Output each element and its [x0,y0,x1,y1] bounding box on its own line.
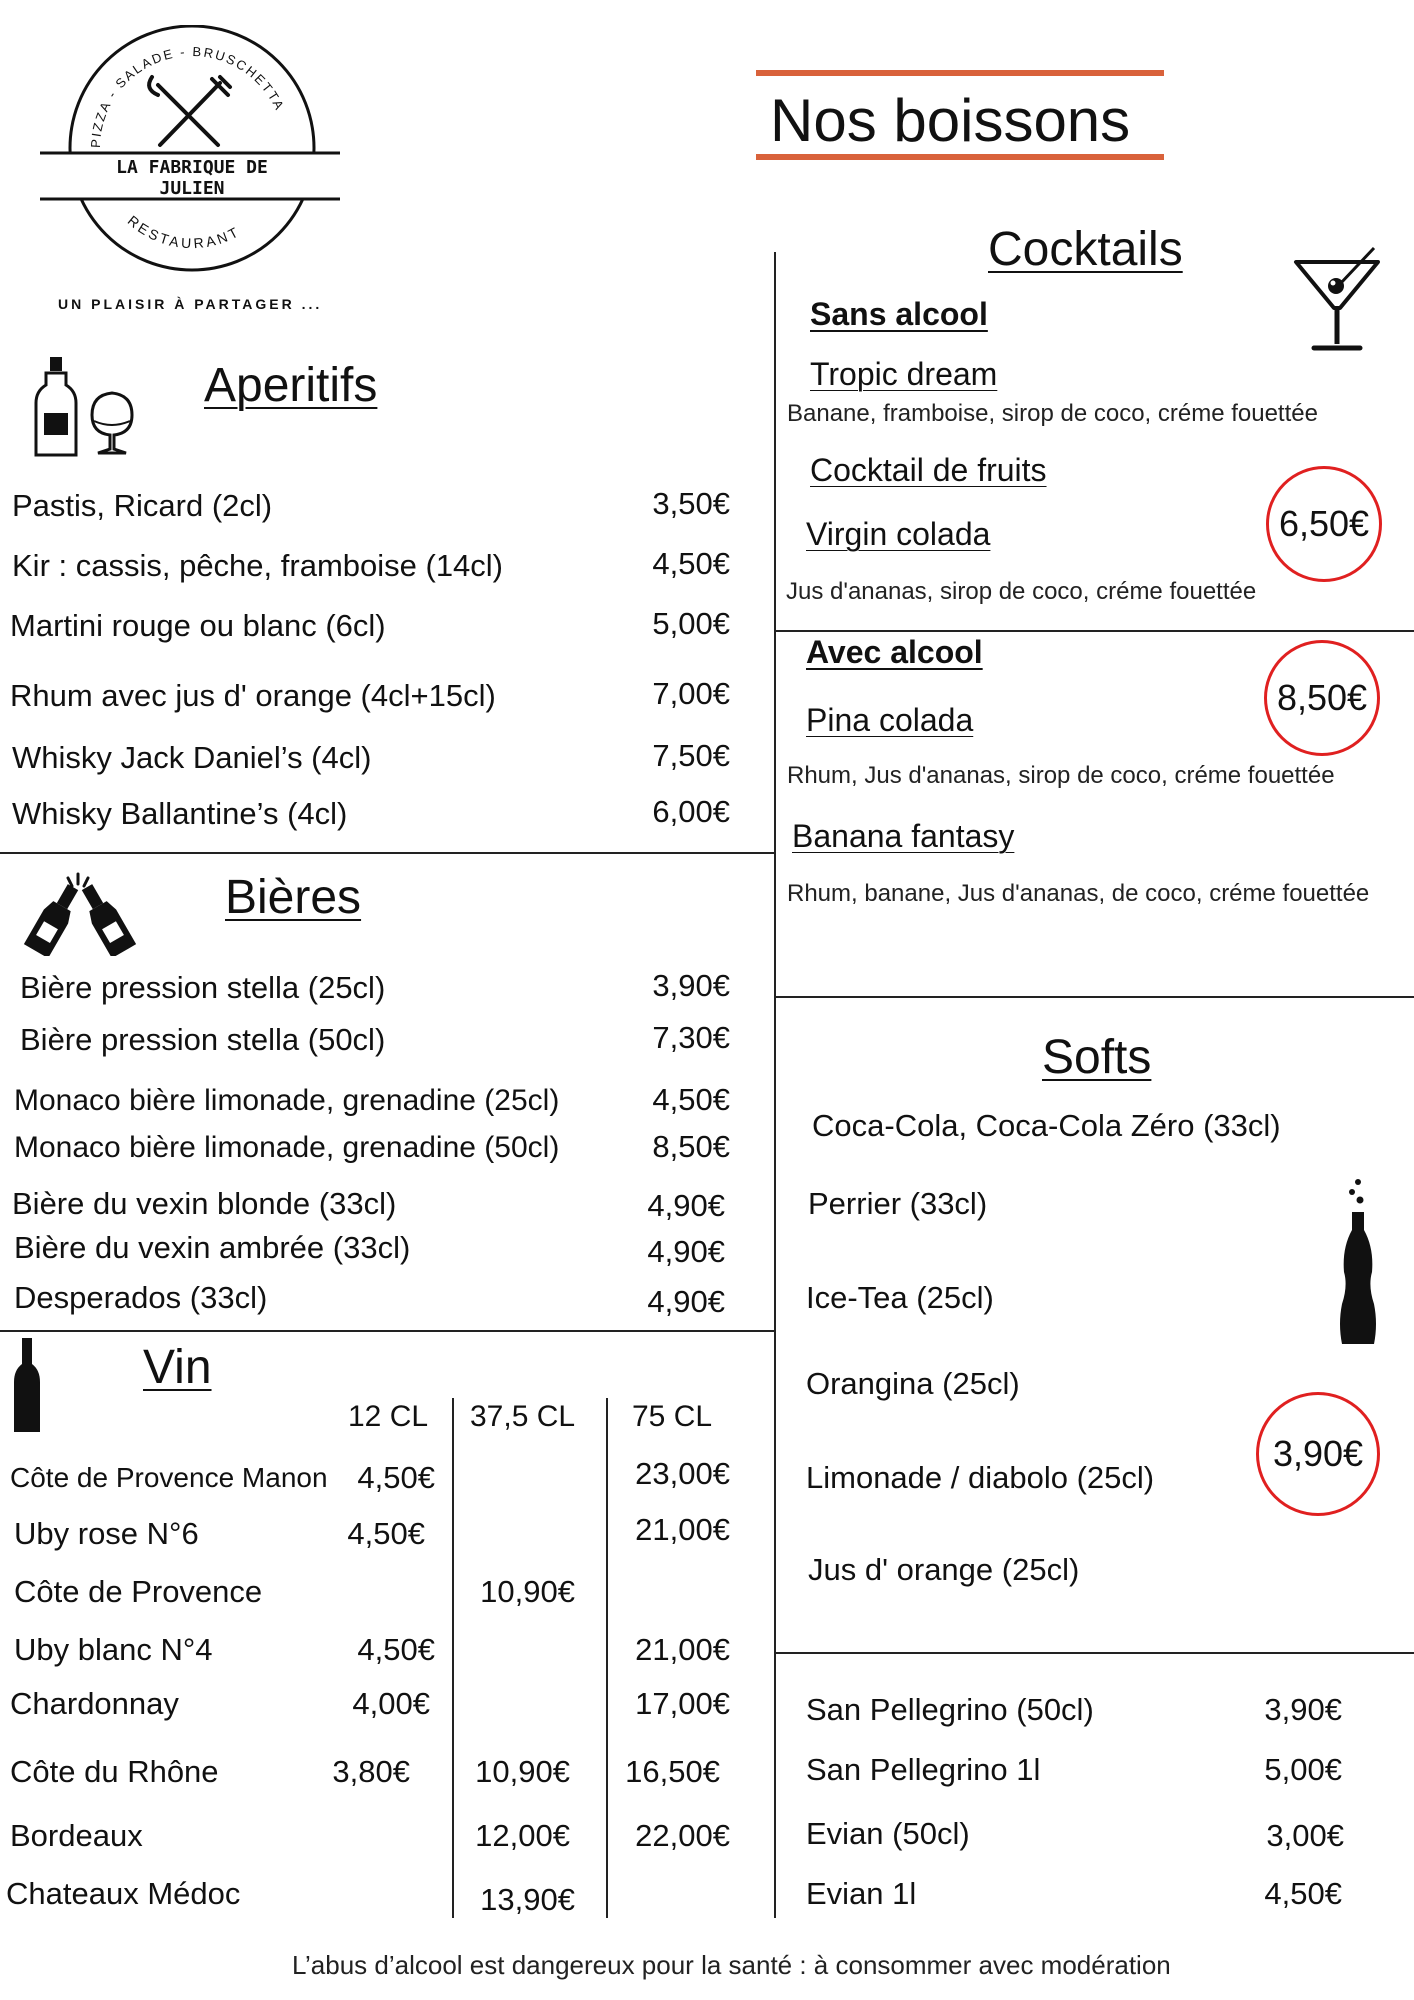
list-item: Perrier (33cl) [808,1186,988,1221]
price-12cl: 4,50€ [357,1460,435,1495]
logo-arc-text: PIZZA - SALADE - BRUSCHETTA [87,43,288,149]
title-bar-bottom [756,154,1164,160]
divider [775,630,1414,632]
table-row-name: Côte de Provence Manon [10,1462,328,1493]
price: 4,90€ [647,1284,725,1319]
divider [0,1330,775,1332]
price-37cl: 10,90€ [480,1574,575,1609]
price-75cl: 16,50€ [625,1754,720,1789]
list-item: Bière du vexin blonde (33cl) [12,1186,397,1221]
liquor-bottle-glass-icon [32,355,144,461]
price: 7,50€ [652,738,730,773]
list-item: Jus d' orange (25cl) [808,1552,1080,1587]
price: 3,00€ [1266,1818,1344,1853]
list-item: Martini rouge ou blanc (6cl) [10,608,386,643]
table-row-name: Chateaux Médoc [6,1876,241,1911]
price-75cl: 23,00€ [635,1456,730,1491]
price: 3,50€ [652,486,730,521]
cocktail-name: Virgin colada [806,516,991,552]
subsection-avec-alcool: Avec alcool [806,634,983,670]
wine-bottle-icon [12,1338,42,1434]
list-item: Whisky Ballantine’s (4cl) [12,796,348,831]
price-12cl: 4,50€ [357,1632,435,1667]
price: 5,00€ [1264,1752,1342,1787]
price: 3,90€ [652,968,730,1003]
cocktail-desc: Banane, framboise, sirop de coco, créme fouettée [787,400,1318,427]
price-75cl: 22,00€ [635,1818,730,1853]
soda-bottle-icon [1336,1178,1380,1348]
section-title-vin: Vin [143,1341,212,1394]
cocktail-name: Tropic dream [810,356,998,392]
divider [775,996,1414,998]
column-header-75cl: 75 CL [632,1400,713,1433]
price-37cl: 12,00€ [475,1818,570,1853]
column-divider [606,1398,608,1918]
logo-bottom-arc: RESTAURANT [124,212,244,252]
price: 4,90€ [647,1188,725,1223]
cocktail-name: Banana fantasy [792,818,1015,854]
column-header-12cl: 12 CL [348,1400,429,1433]
table-row-name: Côte de Provence [14,1574,263,1609]
table-row-name: Bordeaux [10,1818,143,1853]
divider [775,1652,1414,1654]
list-item: Bière pression stella (50cl) [20,1022,386,1057]
price: 3,90€ [1264,1692,1342,1727]
price-circle-sans-alcool: 6,50€ [1266,466,1382,582]
logo-emblem [40,25,350,290]
section-title-aperitifs: Aperitifs [204,359,378,412]
list-item: Bière pression stella (25cl) [20,970,386,1005]
fork-knife-icon [149,77,230,145]
price-75cl: 21,00€ [635,1512,730,1547]
price-12cl: 3,80€ [332,1754,410,1789]
cocktail-glass-icon [1292,244,1382,354]
list-item: Bière du vexin ambrée (33cl) [14,1230,411,1265]
cocktail-name: Cocktail de fruits [810,452,1047,488]
section-title-cocktails: Cocktails [988,223,1183,276]
logo-name-line1: LA FABRIQUE DE [116,157,268,178]
list-item: Limonade / diabolo (25cl) [806,1460,1155,1495]
cocktail-desc: Jus d'ananas, sirop de coco, créme fouettée [786,578,1257,605]
price-circle-softs: 3,90€ [1256,1392,1380,1516]
price: 4,50€ [652,546,730,581]
price-12cl: 4,00€ [352,1686,430,1721]
logo-name-line2: JULIEN [159,178,225,199]
list-item: Evian 1l [806,1876,917,1911]
page-title: Nos boissons [770,87,1131,154]
title-bar-top [756,70,1164,76]
list-item: San Pellegrino 1l [806,1752,1041,1787]
cocktail-name: Pina colada [806,702,974,738]
beer-bottles-icon [22,870,138,956]
subsection-sans-alcool: Sans alcool [810,296,988,332]
price-37cl: 13,90€ [480,1882,575,1917]
price: 5,00€ [652,606,730,641]
list-item: Orangina (25cl) [806,1366,1020,1401]
list-item: Monaco bière limonade, grenadine (25cl) [14,1084,560,1117]
price: 4,50€ [1264,1876,1342,1911]
list-item: Kir : cassis, pêche, framboise (14cl) [12,548,504,583]
price-37cl: 10,90€ [475,1754,570,1789]
divider [0,852,775,854]
cocktail-desc: Rhum, Jus d'ananas, sirop de coco, créme fouettée [787,762,1335,789]
footer-warning: L’abus d’alcool est dangereux pour la santé : à consommer avec modération [292,1950,1171,1980]
column-divider [452,1398,454,1918]
cocktail-desc: Rhum, banane, Jus d'ananas, de coco, créme fouettée [787,880,1370,907]
logo-tagline: UN PLAISIR À PARTAGER ... [58,296,323,312]
list-item: Rhum avec jus d' orange (4cl+15cl) [10,678,496,713]
price: 4,50€ [652,1082,730,1117]
table-row-name: Uby rose N°6 [14,1516,199,1551]
list-item: Whisky Jack Daniel’s (4cl) [12,740,372,775]
price-75cl: 17,00€ [635,1686,730,1721]
table-row-name: Chardonnay [10,1686,179,1721]
section-title-bieres: Bières [225,871,362,924]
price: 8,50€ [652,1129,730,1164]
column-divider-main [774,252,776,1918]
price-12cl: 4,50€ [347,1516,425,1551]
price-75cl: 21,00€ [635,1632,730,1667]
list-item: Ice-Tea (25cl) [806,1280,994,1315]
list-item: Desperados (33cl) [14,1280,268,1315]
table-row-name: Uby blanc N°4 [14,1632,213,1667]
table-row-name: Côte du Rhône [10,1754,219,1789]
price: 4,90€ [647,1234,725,1269]
list-item: San Pellegrino (50cl) [806,1692,1094,1727]
section-title-softs: Softs [1042,1031,1152,1084]
list-item: Pastis, Ricard (2cl) [12,488,273,523]
price-circle-avec-alcool: 8,50€ [1264,640,1380,756]
list-item: Coca-Cola, Coca-Cola Zéro (33cl) [812,1108,1281,1143]
price: 7,00€ [652,676,730,711]
price: 6,00€ [652,794,730,829]
price: 7,30€ [652,1020,730,1055]
column-header-37cl: 37,5 CL [470,1400,576,1433]
list-item: Monaco bière limonade, grenadine (50cl) [14,1131,560,1164]
list-item: Evian (50cl) [806,1816,970,1851]
